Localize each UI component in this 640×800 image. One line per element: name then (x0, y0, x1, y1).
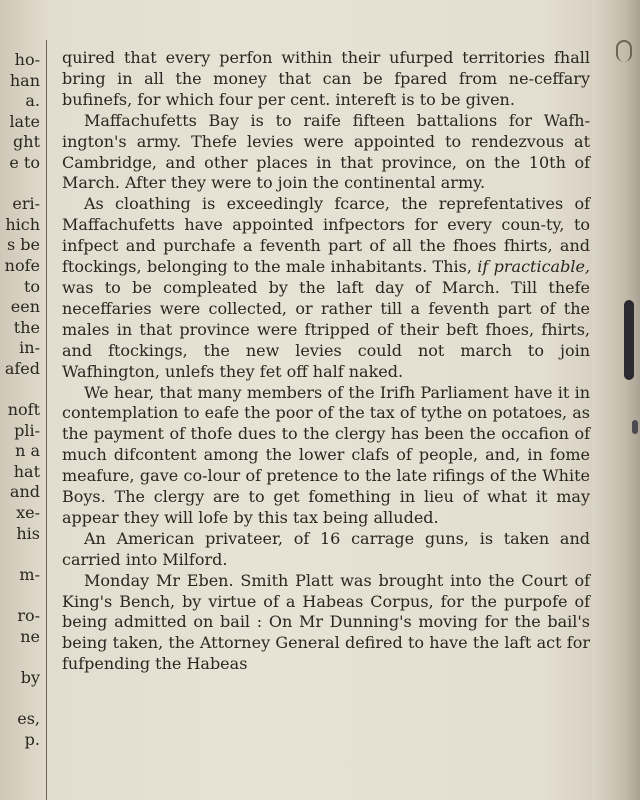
left-column-line: the (13, 317, 40, 337)
left-column-line: noft (7, 400, 40, 420)
page-edge-shadow (592, 0, 640, 800)
left-column-line: nofe (4, 255, 40, 275)
left-column-line (0, 174, 40, 195)
column-rule (46, 40, 47, 800)
left-column-line: by (20, 667, 40, 687)
left-column-line: s be (6, 235, 40, 255)
left-column-line: his (16, 523, 40, 543)
binding-hook (616, 40, 632, 62)
left-column-fragments (0, 50, 44, 750)
binding-mark-small (632, 420, 638, 434)
left-column-line: late (9, 111, 40, 131)
left-column-line: and (9, 482, 40, 502)
clothing-text-2: was to be compleated by the laft day of March. Till thefe neceffaries were collected, or rather till a feventh part of the males in that province were ftripped of their beft fhoes, fhirts, and ftockings, the new levies could not march to join Wafhington, unlefs they fet off half naked. (62, 277, 590, 381)
left-column-line: pli- (14, 420, 40, 440)
left-column-line: hich (5, 214, 40, 234)
clothing-italic: if practicable, (477, 257, 590, 277)
paragraph-massachusetts: Maffachufetts Bay is to raife fifteen battalions for Wafh-ington's army. Thefe levies were appointed to rendezvous at Cambridge, and other places in that province, on the 10th of March. After they were to join the continental army. (62, 110, 590, 193)
left-column-line: in- (19, 338, 40, 358)
left-column-line: m- (19, 564, 40, 584)
left-column-line: xe- (16, 503, 40, 523)
binding-mark (624, 300, 634, 380)
left-column-line (0, 585, 40, 606)
left-column-line: eri- (12, 194, 40, 214)
paragraph-irish-parliament: We hear, that many members of the Irifh Parliament have it in contemplation to eafe the poor of the tax of tythe on potatoes, as the payment of thofe dues to the clergy has been the occafion of much difcontent among the lower clafs of people, and, in fome meafure, gave co-lour of pretence to the late rifings of the White Boys. The clergy are to get fomething in lieu of what it may appear they will lofe by this tax being alluded. (62, 382, 590, 527)
left-column-line: ro- (17, 606, 40, 626)
paragraph-court: Monday Mr Eben. Smith Platt was brought into the Court of King's Bench, by virtue of a Habeas Corpus, for the purpofe of being admitted on bail : On Mr Dunning's moving for the bail's being taken, the Attorney General defired to have the laft act for fufpending the Habeas (62, 570, 590, 674)
left-column-line: p. (24, 729, 40, 749)
left-column-line: to (23, 276, 40, 296)
paragraph-privateer: An American privateer, of 16 carrage guns, is taken and carried into Milford. (62, 528, 590, 569)
left-column-line (0, 380, 40, 401)
left-column-line: ho- (14, 50, 40, 69)
left-column-line (0, 544, 40, 565)
paragraph-tax: quired that every perfon within their ufurped territories fhall bring in all the money that can be fpared from ne-ceffary bufinefs, for which four per cent. intereft is to be given. (62, 48, 590, 109)
left-column-line: ne (20, 626, 40, 646)
left-column-line: e to (9, 152, 40, 172)
left-column-line: ght (13, 132, 40, 152)
left-column-line: hat (13, 461, 40, 481)
left-column-line: een (10, 297, 40, 317)
left-column-line (0, 688, 40, 709)
paragraph-clothing (62, 194, 590, 382)
main-column (62, 48, 590, 675)
left-column-line: n a (15, 441, 40, 461)
left-column-line: han (9, 70, 40, 90)
clothing-text-1: As cloathing is exceedingly fcarce, the reprefentatives of Maffachufetts have appointed infpectors for every coun-ty, to infpect and purchafe a feventh part of all the fhoes fhirts, and ftockings, belonging to the male inhabitants. This, (62, 194, 590, 277)
left-column-line: a. (25, 91, 40, 111)
left-column-line: afed (4, 358, 40, 378)
left-column-line (0, 647, 40, 668)
left-column-line: es, (17, 709, 40, 728)
